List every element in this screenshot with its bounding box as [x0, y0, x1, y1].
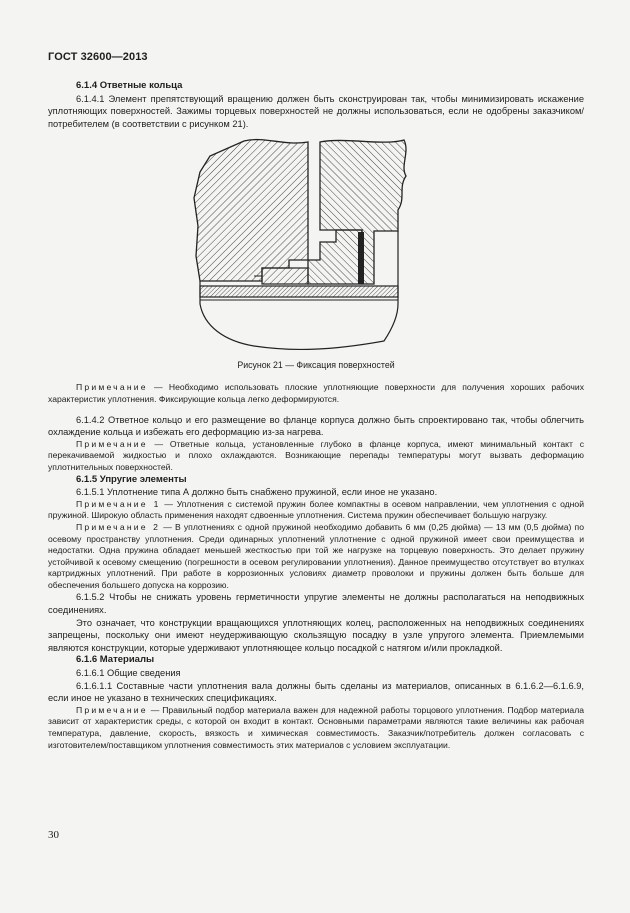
note-text: — Необходимо использовать плоские уплотняющие поверхности для получения хороших рабочих характеристик уплотнения. Фиксирующие кольца легко деформируются.: [48, 382, 584, 404]
paragraph-6-1-6-1: 6.1.6.1 Общие сведения: [76, 668, 181, 679]
shaft-sleeve: [200, 286, 398, 349]
face-clamp: [254, 268, 308, 284]
figure-21-drawing: [184, 136, 446, 354]
figure-21: [48, 136, 584, 354]
note-6-1-5-2: [48, 522, 584, 592]
page-number: 30: [48, 829, 59, 841]
note-label: Примечание: [76, 438, 148, 449]
section-heading-6-1-5: 6.1.5 Упругие элементы: [76, 473, 187, 485]
paragraph-6-1-4-2: 6.1.4.2 Ответное кольцо и его размещение во фланце корпуса должно быть спроектировано так, чтобы облегчить охлаждение кольца и избежать его деформацию из-за нагрева.: [48, 414, 584, 438]
document-header: ГОСТ 32600—2013: [48, 51, 148, 63]
note-6-1-5-1: [48, 499, 584, 522]
note-6-1-4-2: [48, 439, 584, 474]
note-label: Примечание: [76, 382, 148, 393]
note-label: Примечание: [76, 704, 148, 715]
note-label: Примечание 1: [76, 498, 161, 509]
note-text: — Ответные кольца, установленные глубоко в фланце корпуса, имеют минимальный контакт с перекачиваемой жидкостью и плохо охлаждаются. Возникающие перепады температуры могут вызвать деформацию уплотнительных поверхностей.: [48, 438, 584, 472]
paragraph-6-1-4-1: 6.1.4.1 Элемент препятствующий вращению должен быть сконструирован так, чтобы минимизировать искажение уплотняющих поверхностей. Зажимы торцевых поверхностей не должны использоваться, если не одобрены заказчиком/потребителем (в соответствии с рисунком 21).: [48, 93, 584, 129]
paragraph-6-1-5-1: 6.1.5.1 Уплотнение типа А должно быть снабжено пружиной, если иное не указано.: [76, 487, 438, 498]
spacer: [48, 406, 584, 414]
paragraph-6-1-5-2: 6.1.5.2 Чтобы не снижать уровень герметичности упругие элементы не должны располагаться на неподвижных соединениях.: [48, 592, 584, 616]
document-body: [48, 80, 584, 751]
figure-caption: Рисунок 21 — Фиксация поверхностей: [237, 360, 395, 371]
note-text: — Уплотнения с системой пружин более компактны в осевом направлении, чем уплотнения с одной пружиной. Широкую область применения находят сдвоенные уплотнения. Система пружин обеспечивает большую нагрузку.: [48, 498, 584, 521]
paragraph-6-1-5-2-cont: Это означает, что конструкции вращающихся уплотняющих колец, расположенных на неподвижных соединениях запрещены, поскольку они имеют неудерживающую скользящую посадку в узле упругого элемента. Приемлемыми являются конструкции, которые удерживают уплотняющее кольцо посадкой с натягом и/или прокладкой.: [48, 617, 584, 653]
note-text: — В уплотнениях с одной пружиной необходимо добавить 6 мм (0,25 дюйма) — 13 мм (0,5 дюйма) по осевому пространству уплотнения. Среди одинарных уплотнений уплотнение с одной пружиной имеет свои преимущества и недостатки. Одна пружина обладает меньшей жесткостью при той же нагрузке на торцевую поверхность. Это делает пружину устойчивой к осевому смещению (погрешности в осевом регулировании уплотнения). Данное преимущество отсутствует во втулках картриджных уплотнений. При работе в коррозионных условиях диаметр проволоки и пружины должен быть больше для обеспечения большего допуска на коррозию.: [48, 521, 584, 590]
note-6-1-6-1-1: [48, 705, 584, 751]
section-heading-6-1-4: 6.1.4 Ответные кольца: [76, 80, 183, 91]
note-label: Примечание 2: [76, 521, 161, 532]
mating-ring: [308, 230, 364, 284]
note-6-1-4-1: [48, 382, 584, 405]
section-heading-6-1-6: 6.1.6 Материалы: [76, 654, 155, 666]
paragraph-6-1-6-1-1: 6.1.6.1.1 Составные части уплотнения вала должны быть сделаны из материалов, описанных в 6.1.6.2—6.1.6.9, если иное не указано в технических спецификациях.: [48, 680, 584, 704]
note-text: — Правильный подбор материала важен для надежной работы торцового уплотнения. Подбор материала зависит от характеристик среды, с которой он входит в контакт. Основными параметрами являются такие величины как рабочая температура, давление, скорость, вязкость и химическая совместимость. Заказчик/потребитель должен согласовать с изготовителем/поставщиком уплотнения совместимость этих материалов с условием эксплуатации.: [48, 704, 584, 750]
housing-part: [194, 140, 308, 281]
